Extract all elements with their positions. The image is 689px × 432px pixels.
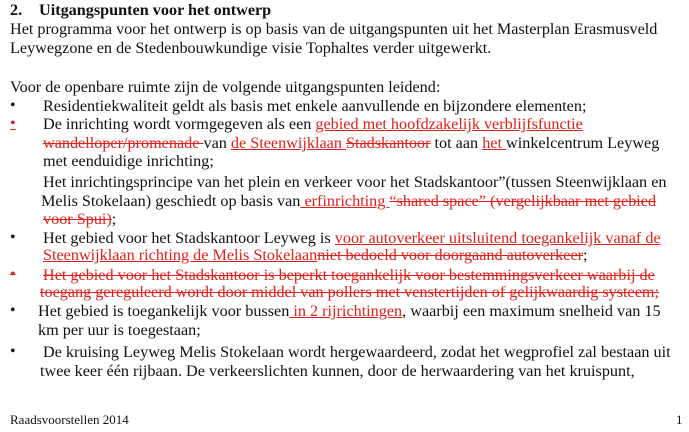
deleted-text: toegang gereguleerd wordt door middel van pollers met venstertijden of gelijkwaardig systeem; — [40, 283, 659, 301]
text-segment: , waarbij een maximum snelheid van 15 — [402, 302, 661, 320]
page-number: 1 — [676, 412, 683, 427]
deleted-text: wandelloper/promenade — [43, 134, 204, 152]
text-segment: ; — [583, 246, 588, 264]
inserted-text: Steenwijklaan richting de Melis Stokelaan — [43, 246, 318, 264]
text-segment: met eenduidige inrichting; — [43, 152, 214, 170]
text-segment: De kruising Leyweg Melis Stokelaan wordt hergewaardeerd, zodat het wegprofiel zal bestaan uit — [43, 343, 671, 361]
text-segment: Voor de openbare ruimte zijn de volgende uitgangspunten leidend: — [10, 78, 441, 96]
text-segment: winkelcentrum Leyweg — [506, 134, 660, 152]
text-line — [10, 78, 440, 96]
text-line — [40, 283, 659, 301]
text-segment: ; — [111, 210, 117, 228]
text-line — [43, 266, 655, 284]
text-segment: Het inrichtingsprincipe van het plein en verkeer voor het Stadskantoor”(tussen Steenwijklaan en — [43, 173, 667, 191]
bullet-icon: • — [10, 266, 16, 283]
inserted-text: erfinrichting — [300, 192, 390, 210]
bullet-icon: • — [10, 97, 16, 114]
text-segment: Het programma voor het ontwerp is op basis van de uitgangspunten uit het Masterplan Erasmusveld — [10, 20, 658, 38]
bullet-icon: • — [10, 115, 16, 132]
bullet-icon: • — [10, 229, 16, 246]
text-line — [43, 210, 116, 228]
section-heading: Uitgangspunten voor het ontwerp — [39, 1, 272, 19]
bullet-icon: • — [10, 302, 16, 319]
text-segment: Het gebied voor het Stadskantoor Leyweg is — [43, 229, 335, 247]
deleted-text: Het gebied voor het Stadskantoor is beperkt toegankelijk voor bestemmingsverkeer waarbij de — [43, 266, 655, 284]
inserted-text: het — [482, 134, 507, 152]
text-line — [43, 134, 659, 152]
text-line — [10, 39, 491, 57]
inserted-text: in 2 rijrichtingen — [289, 302, 403, 320]
text-line — [43, 115, 583, 133]
text-line — [40, 362, 635, 380]
text-segment: twee keer één rijbaan. De verkeerslichten kunnen, door de herwaardering van het kruispunt, — [40, 362, 635, 380]
text-line — [43, 152, 214, 170]
text-segment: van — [203, 134, 231, 152]
text-line — [10, 20, 657, 38]
section-number: 2. — [10, 1, 23, 19]
text-segment: De inrichting wordt vormgegeven als een — [43, 115, 316, 133]
text-line — [43, 173, 666, 191]
text-line — [43, 343, 671, 361]
text-line — [43, 246, 588, 264]
text-segment: Leywegzone en de Stedenbouwkundige visie Tophaltes verder uitgewerkt. — [10, 39, 492, 57]
deleted-text: voor Spui) — [43, 210, 112, 228]
text-line — [43, 97, 586, 115]
deleted-text: Stadskantoor — [345, 134, 431, 152]
text-segment: Residentiekwaliteit geldt als basis met enkele aanvullende en bijzondere elementen; — [43, 97, 587, 115]
text-line — [38, 321, 201, 339]
deleted-text: niet bedoeld voor doorgaand autoverkeer — [317, 246, 584, 264]
deleted-text: “shared space” (vergelijkbaar met gebied — [389, 192, 657, 210]
text-segment: tot aan — [430, 134, 483, 152]
bullet-icon: • — [10, 343, 16, 360]
text-line — [43, 229, 661, 247]
inserted-text: de Steenwijklaan — [230, 134, 346, 152]
text-line — [38, 302, 661, 320]
text-segment: Het gebied is toegankelijk voor bussen — [38, 302, 290, 320]
inserted-text: gebied met hoofdzakelijk verblijfsfunctie — [315, 115, 583, 133]
inserted-text: voor autoverkeer uitsluitend toegankelijk vanaf de — [334, 229, 661, 247]
text-segment: Melis Stokelaan) geschiedt op basis van — [41, 192, 301, 210]
footer-title: Raadsvoorstellen 2014 — [10, 412, 129, 427]
text-line — [41, 192, 656, 210]
text-segment: km per uur is toegestaan; — [38, 321, 201, 339]
